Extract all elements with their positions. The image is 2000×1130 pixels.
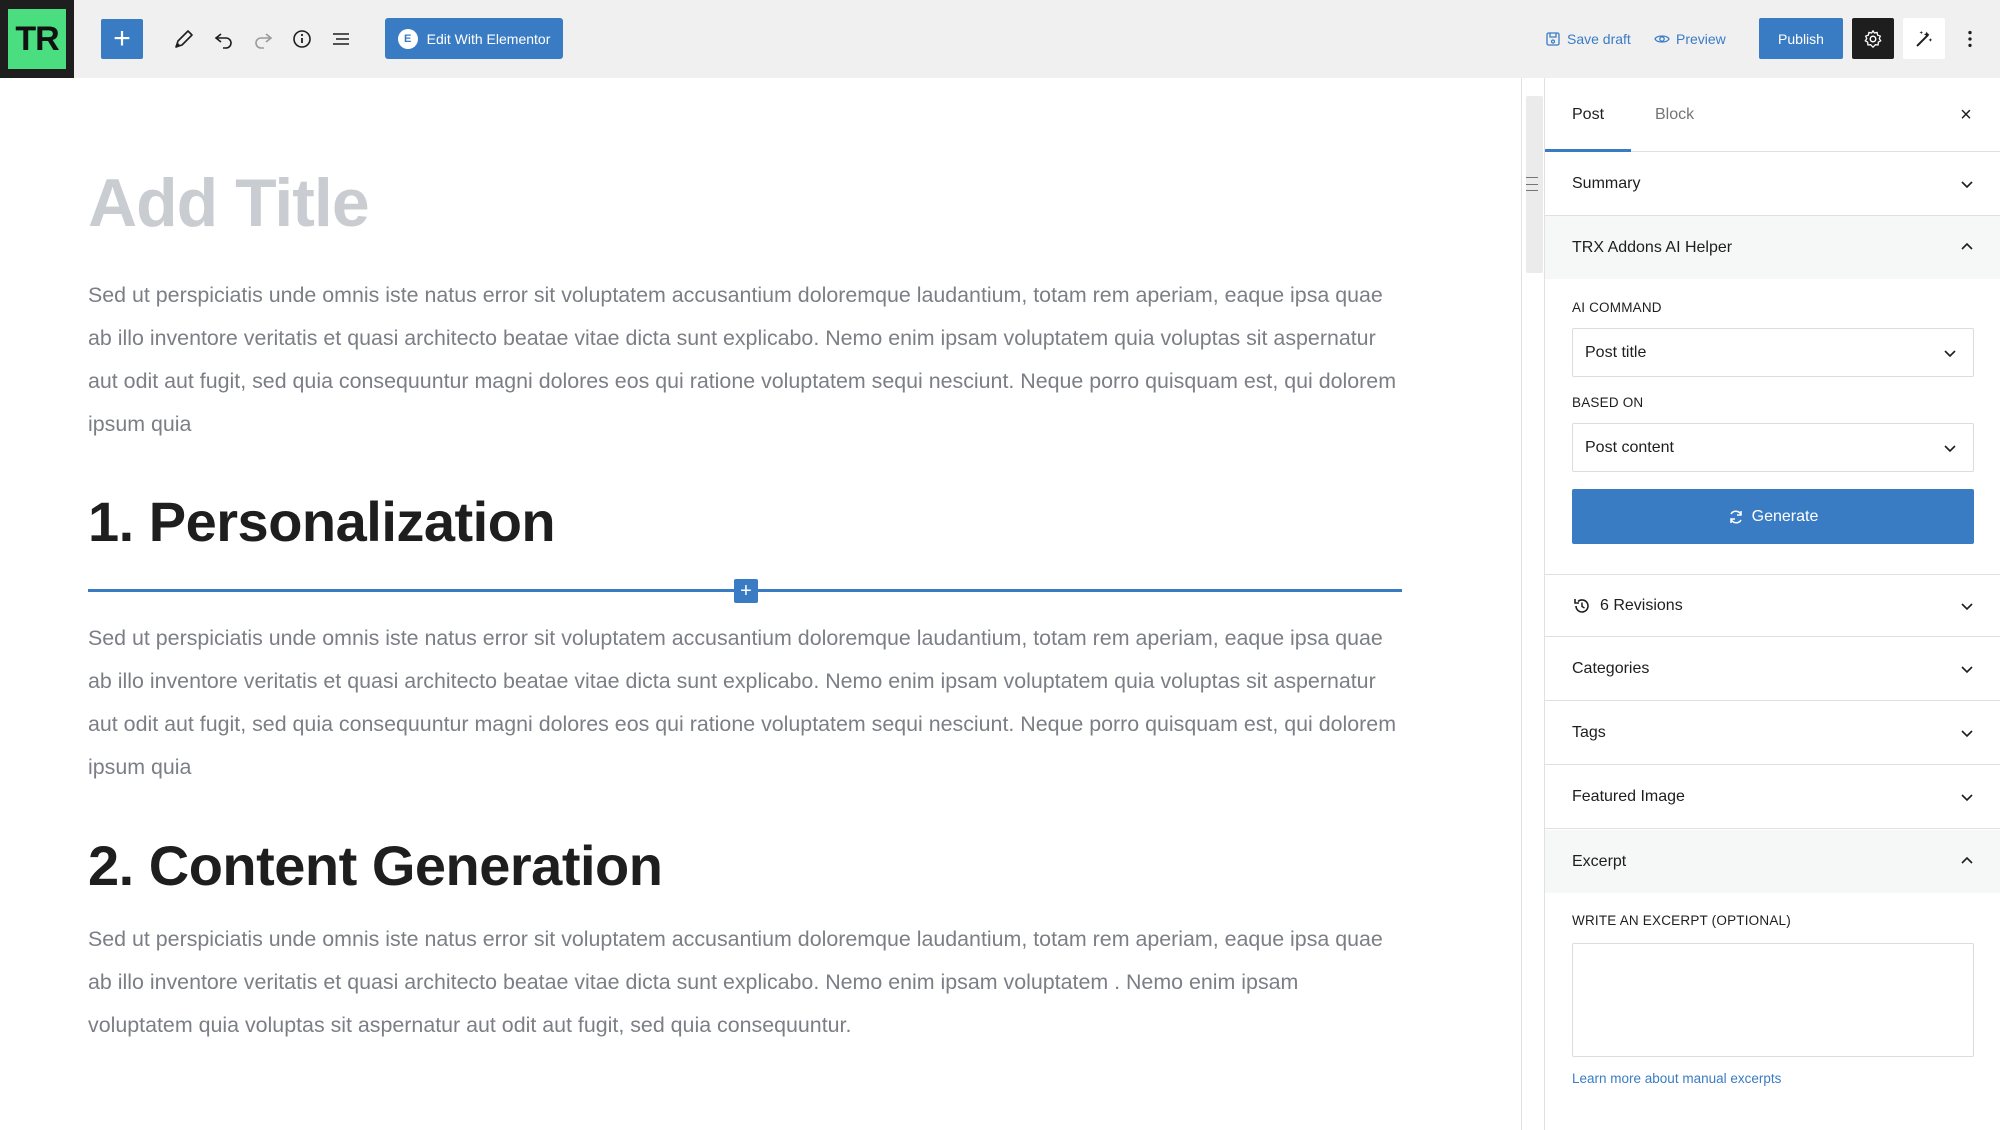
chevron-down-icon xyxy=(1958,724,1976,742)
paragraph-block[interactable]: Sed ut perspiciatis unde omnis iste natus error sit voluptatem accusantium doloremque laudantium, totam rem aperiam, eaque ipsa quae ab illo inventore veritatis et quasi architecto beatae vitae dicta sunt explicabo. Nemo enim ipsam voluptatem . Nemo enim ipsam voluptatem quia voluptas sit aspernatur aut odit aut fugit, sed quia consequuntur. xyxy=(88,927,1383,1037)
chevron-down-icon xyxy=(1941,344,1959,362)
chevron-down-icon xyxy=(1958,597,1976,615)
active-tab-indicator xyxy=(1545,149,1631,152)
logo-text: TR xyxy=(8,9,66,69)
tab-block[interactable]: Block xyxy=(1655,106,1695,123)
panel-summary[interactable] xyxy=(1545,153,2000,216)
panel-featured-image[interactable] xyxy=(1545,766,2000,829)
chevron-up-icon xyxy=(1958,852,1976,870)
panel-categories-label: Categories xyxy=(1572,660,1650,677)
panel-excerpt[interactable] xyxy=(1545,830,2000,893)
info-icon xyxy=(290,27,314,51)
panel-ai-helper-label: TRX Addons AI Helper xyxy=(1572,238,1733,256)
heading-block[interactable]: 1. Personalization xyxy=(88,490,556,553)
add-block-button[interactable] xyxy=(101,19,143,59)
settings-button[interactable] xyxy=(1852,18,1894,59)
excerpt-help-link[interactable]: Learn more about manual excerpts xyxy=(1572,1071,1782,1086)
preview-eye-icon xyxy=(1654,31,1670,47)
site-logo[interactable] xyxy=(0,0,74,78)
preview-button[interactable] xyxy=(1654,26,1726,52)
generate-button[interactable] xyxy=(1572,489,1974,544)
save-draft-label: Save draft xyxy=(1567,31,1631,47)
pencil-icon xyxy=(172,27,196,51)
paragraph-block[interactable]: Sed ut perspiciatis unde omnis iste natus error sit voluptatem accusantium doloremque laudantium, totam rem aperiam, eaque ipsa quae ab illo inventore veritatis et quasi architecto beatae vitae dicta sunt explicabo. Nemo enim ipsam voluptatem quia voluptas sit aspernatur aut odit aut fugit, sed quia consequuntur magni dolores eos qui ratione voluptatem sequi nesciunt. Neque porro quisquam est, qui dolorem ipsum quia xyxy=(88,626,1397,779)
excerpt-textarea[interactable] xyxy=(1572,943,1974,1057)
undo-icon xyxy=(212,27,236,51)
chevron-down-icon xyxy=(1941,439,1959,457)
plus-icon: + xyxy=(113,22,131,55)
more-vertical-icon xyxy=(1959,28,1981,50)
options-menu-button[interactable] xyxy=(1955,18,1985,59)
panel-excerpt-label: Excerpt xyxy=(1572,852,1627,870)
edit-with-elementor-button[interactable] xyxy=(385,18,563,59)
chevron-up-icon xyxy=(1958,238,1976,256)
based-on-label: BASED ON xyxy=(1572,395,1644,410)
chevron-down-icon xyxy=(1958,788,1976,806)
based-on-select[interactable] xyxy=(1572,423,1974,472)
panel-ai-helper[interactable] xyxy=(1545,216,2000,279)
excerpt-field-label: WRITE AN EXCERPT (OPTIONAL) xyxy=(1572,913,1791,928)
ai-command-value: Post title xyxy=(1585,343,1647,361)
gear-icon xyxy=(1862,28,1884,50)
details-button[interactable] xyxy=(284,21,320,57)
undo-button[interactable] xyxy=(206,21,242,57)
tab-post[interactable]: Post xyxy=(1572,106,1605,123)
panel-revisions[interactable] xyxy=(1545,574,2000,637)
chevron-down-icon xyxy=(1958,175,1976,193)
editor-canvas xyxy=(0,78,1521,1130)
post-title-input[interactable]: Add Title xyxy=(88,165,369,241)
settings-sidebar xyxy=(1545,78,2000,1130)
paragraph-block[interactable]: Sed ut perspiciatis unde omnis iste natus error sit voluptatem accusantium doloremque laudantium, totam rem aperiam, eaque ipsa quae ab illo inventore veritatis et quasi architecto beatae vitae dicta sunt explicabo. Nemo enim ipsam voluptatem quia voluptas sit aspernatur aut odit aut fugit, sed quia consequuntur magni dolores eos qui ratione voluptatem sequi nesciunt. Neque porro quisquam est, qui dolorem ipsum quia xyxy=(88,283,1397,436)
refresh-icon xyxy=(1728,509,1744,525)
heading-block[interactable]: 2. Content Generation xyxy=(88,834,663,897)
magic-wand-icon xyxy=(1913,28,1935,50)
plus-icon: + xyxy=(740,580,752,602)
panel-revisions-label: 6 Revisions xyxy=(1600,596,1683,614)
ai-helper-button[interactable] xyxy=(1903,18,1945,59)
save-draft-icon xyxy=(1545,31,1561,47)
list-view-icon xyxy=(329,27,353,51)
sidebar-resize-handle[interactable] xyxy=(1526,177,1538,191)
panel-summary-label: Summary xyxy=(1572,175,1641,192)
list-view-button[interactable] xyxy=(323,21,359,57)
redo-icon xyxy=(251,27,275,51)
preview-label: Preview xyxy=(1676,31,1726,47)
panel-tags[interactable] xyxy=(1545,702,2000,765)
ai-command-select[interactable] xyxy=(1572,328,1974,377)
sidebar-tabs xyxy=(1545,78,2000,152)
panel-featured-image-label: Featured Image xyxy=(1572,788,1685,805)
based-on-value: Post content xyxy=(1585,438,1674,456)
close-sidebar-button[interactable] xyxy=(1954,103,1978,127)
chevron-down-icon xyxy=(1958,660,1976,678)
insert-block-button[interactable] xyxy=(734,579,758,603)
editor-toolbar xyxy=(0,0,2000,78)
elementor-icon: E xyxy=(398,29,418,49)
redo-button[interactable] xyxy=(245,21,281,57)
ai-command-label: AI COMMAND xyxy=(1572,300,1662,315)
tools-button[interactable] xyxy=(166,21,202,57)
panel-categories[interactable] xyxy=(1545,638,2000,701)
close-icon: × xyxy=(1960,103,1972,126)
generate-label: Generate xyxy=(1751,507,1819,525)
save-draft-button[interactable] xyxy=(1545,26,1631,52)
publish-label: Publish xyxy=(1778,30,1824,47)
publish-button[interactable] xyxy=(1759,18,1843,59)
elementor-button-label: Edit With Elementor xyxy=(426,30,551,47)
panel-tags-label: Tags xyxy=(1572,724,1606,741)
revisions-icon xyxy=(1572,596,1592,616)
